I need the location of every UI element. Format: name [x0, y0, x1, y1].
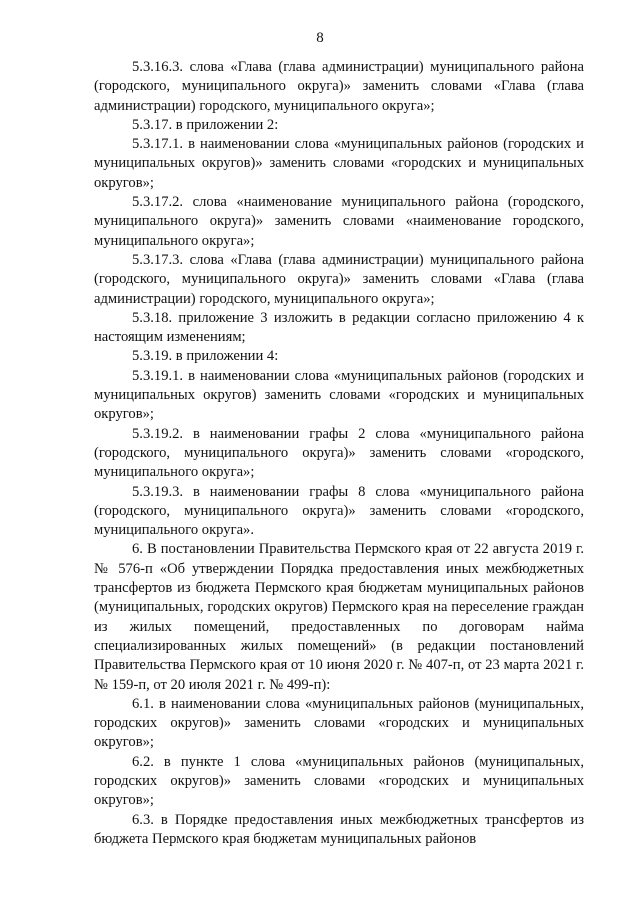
paragraph-5-3-19-1: 5.3.19.1. в наименовании слова «муниципальных районов (городских и муниципальных округов) заменить словами «городских и муниципальных округов»;: [94, 367, 584, 423]
page-number: 8: [316, 30, 324, 46]
paragraph-5-3-17-2: 5.3.17.2. слова «наименование муниципального района (городского, муниципального округа)» заменить словами «наименование городского, муниципального округа»;: [94, 194, 584, 249]
document-body: [94, 58, 584, 849]
paragraph-5-3-17: 5.3.17. в приложении 2:: [132, 116, 279, 133]
paragraph-6: 6. В постановлении Правительства Пермского края от 22 августа 2019 г. № 576-п «Об утверждении Порядка предоставления иных межбюджетных трансфертов из бюджета Пермского края бюджетам муниципальных районов (муниципальных, городских округов) Пермского края на переселение граждан из жилых помещений, предоставленных по договорам найма специализированных жилых помещений» (в редакции постановлений Правительства Пермского края от 10 июня 2020 г. № 407-п, от 23 марта 2021 г. № 159-п, от 20 июля 2021 г. № 499-п):: [94, 541, 584, 693]
paragraph-6-2: 6.2. в пункте 1 слова «муниципальных районов (муниципальных, городских округов)» заменить словами «городских и муниципальных округов»;: [94, 753, 584, 809]
paragraph-6-1: 6.1. в наименовании слова «муниципальных районов (муниципальных, городских округов)» заменить словами «городских и муниципальных округов»;: [94, 695, 584, 751]
paragraph-5-3-16-3: 5.3.16.3. слова «Глава (глава администрации) муниципального района (городского, муниципального округа)» заменить словами «Глава (глава администрации) городского, муниципального округа»;: [94, 59, 584, 114]
paragraph-6-3: 6.3. в Порядке предоставления иных межбюджетных трансфертов из бюджета Пермского края бюджетам муниципальных районов: [94, 811, 584, 847]
paragraph-5-3-19: 5.3.19. в приложении 4:: [132, 348, 279, 365]
paragraph-5-3-19-2: 5.3.19.2. в наименовании графы 2 слова «муниципального района (городского, муниципального округа)» заменить словами «городского, муниципального округа»;: [94, 425, 584, 481]
paragraph-5-3-17-3: 5.3.17.3. слова «Глава (глава администрации) муниципального района (городского, муниципального округа)» заменить словами «Глава (глава администрации) городского, муниципального округа»;: [94, 251, 584, 307]
paragraph-5-3-18: 5.3.18. приложение 3 изложить в редакции согласно приложению 4 к настоящим изменениям;: [94, 309, 584, 346]
paragraph-5-3-17-1: 5.3.17.1. в наименовании слова «муниципальных районов (городских и муниципальных округов)» заменить словами «городских и муниципальных округов»;: [94, 136, 584, 191]
paragraph-5-3-19-3: 5.3.19.3. в наименовании графы 8 слова «муниципального района (городского, муниципального округа)» заменить словами «городского, муниципального округа».: [94, 483, 584, 539]
